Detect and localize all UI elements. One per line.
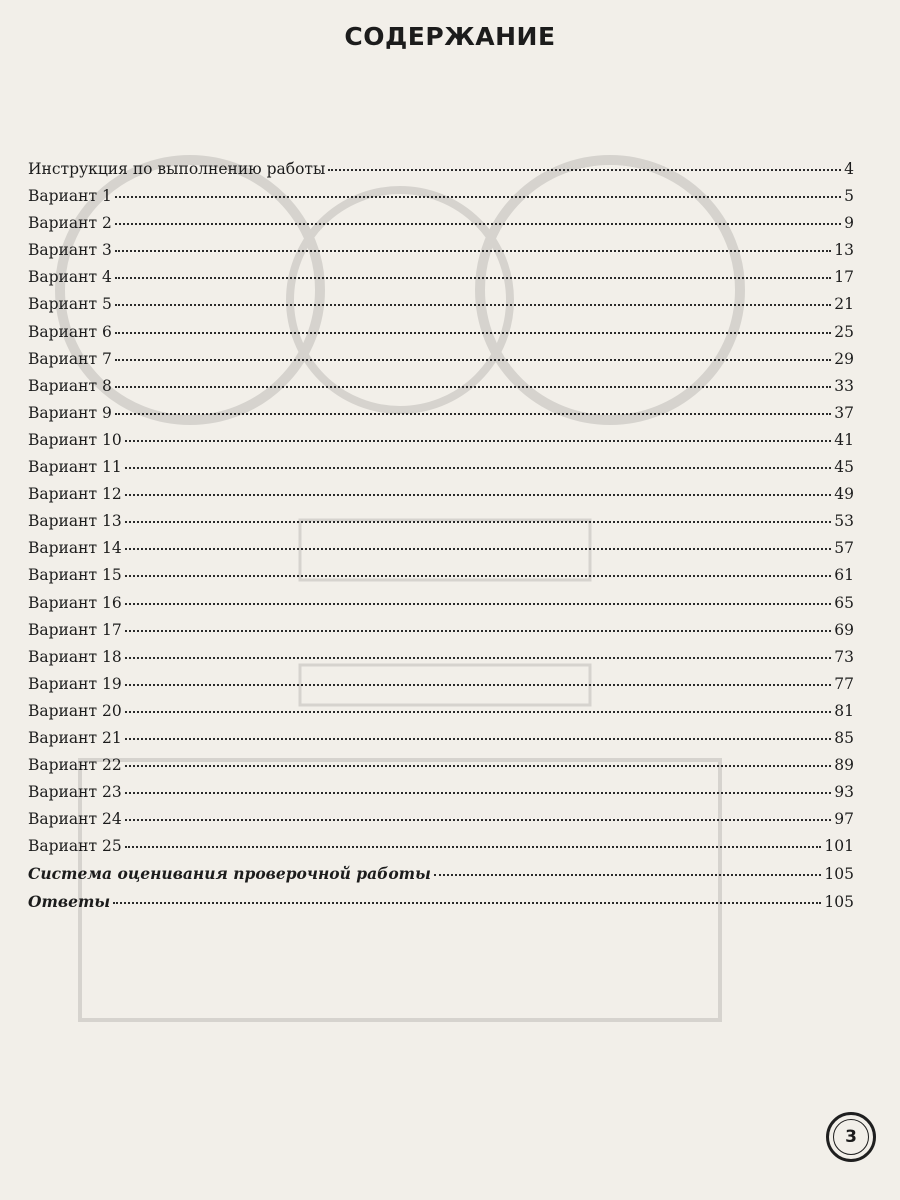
toc-entry-page: 21 <box>834 295 854 314</box>
dot-leader <box>125 440 832 442</box>
toc-entry-page: 33 <box>834 376 854 395</box>
dot-leader <box>125 846 822 848</box>
toc-entry-page: 53 <box>834 512 854 531</box>
dot-leader <box>115 386 831 388</box>
toc-entry-label: Вариант 6 <box>28 322 112 341</box>
toc-entry-page: 81 <box>834 701 854 720</box>
toc-entry-label: Вариант 24 <box>28 810 122 829</box>
toc-entry-label: Вариант 12 <box>28 485 122 504</box>
toc-entry[interactable] <box>28 675 854 702</box>
toc-entry-label: Вариант 9 <box>28 403 112 422</box>
toc-entry[interactable] <box>28 702 854 729</box>
toc-entry-label: Вариант 21 <box>28 728 122 747</box>
dot-leader <box>115 359 831 361</box>
toc-entry-page: 97 <box>834 810 854 829</box>
toc-entry-page: 4 <box>844 160 854 178</box>
toc-entry-page: 29 <box>834 349 854 368</box>
toc-entry-page: 5 <box>844 187 854 206</box>
dot-leader <box>115 277 831 279</box>
dot-leader <box>125 630 832 632</box>
toc-entry-page: 65 <box>834 593 854 612</box>
toc-entry[interactable] <box>28 539 854 566</box>
toc-entry[interactable] <box>28 621 854 648</box>
toc-entry-label: Вариант 15 <box>28 566 122 585</box>
toc-entry-page: 41 <box>834 430 854 449</box>
toc-entry-page: 57 <box>834 539 854 558</box>
toc-entry[interactable] <box>28 485 854 512</box>
toc-entry-label: Вариант 8 <box>28 376 112 395</box>
dot-leader <box>125 494 832 496</box>
dot-leader <box>125 738 832 740</box>
dot-leader <box>125 819 832 821</box>
dot-leader <box>125 467 832 469</box>
toc-entry[interactable] <box>28 648 854 675</box>
dot-leader <box>125 603 832 605</box>
page-number-badge <box>826 1112 876 1162</box>
dot-leader <box>115 413 831 415</box>
toc-entry[interactable] <box>28 729 854 756</box>
toc-entry-label: Вариант 10 <box>28 430 122 449</box>
toc-entry[interactable] <box>28 594 854 621</box>
toc-entry[interactable] <box>28 404 854 431</box>
dot-leader <box>125 765 832 767</box>
toc-entry-label: Вариант 5 <box>28 295 112 314</box>
toc-entry-label: Вариант 3 <box>28 241 112 260</box>
page-number: 3 <box>845 1127 857 1147</box>
toc-entry-page: 101 <box>824 837 854 856</box>
dot-leader <box>125 792 832 794</box>
toc-entry[interactable] <box>28 783 854 810</box>
toc-entry-page: 77 <box>834 674 854 693</box>
dot-leader <box>125 711 832 713</box>
toc-entry-page: 73 <box>834 647 854 666</box>
toc-entry[interactable] <box>28 187 854 214</box>
toc-entry-label: Вариант 23 <box>28 783 122 802</box>
toc-entry-label: Вариант 18 <box>28 647 122 666</box>
page-title: СОДЕРЖАНИЕ <box>344 22 556 51</box>
toc-entry[interactable] <box>28 512 854 539</box>
toc-entry-page: 61 <box>834 566 854 585</box>
dot-leader <box>434 874 822 876</box>
toc-entry[interactable] <box>28 241 854 268</box>
toc-entry-label: Вариант 17 <box>28 620 122 639</box>
toc-entry-label: Вариант 2 <box>28 214 112 233</box>
toc-entry[interactable] <box>28 268 854 295</box>
toc-entry-label: Вариант 14 <box>28 539 122 558</box>
toc-entry[interactable] <box>28 756 854 783</box>
toc-entry-label: Вариант 22 <box>28 756 122 775</box>
toc-entry[interactable] <box>28 810 854 837</box>
dot-leader <box>125 657 832 659</box>
toc-entry[interactable] <box>28 566 854 593</box>
dot-leader <box>115 332 831 334</box>
toc-entry[interactable] <box>28 458 854 485</box>
toc-entry-label: Вариант 25 <box>28 837 122 856</box>
toc-entry[interactable] <box>28 377 854 404</box>
toc-entry-page: 93 <box>834 783 854 802</box>
toc-entry-page: 105 <box>824 892 854 911</box>
toc-entry-page: 13 <box>834 241 854 260</box>
toc-entry-page: 69 <box>834 620 854 639</box>
toc-entry[interactable] <box>28 864 854 891</box>
dot-leader <box>115 196 841 198</box>
dot-leader <box>115 250 831 252</box>
toc-entry-page: 49 <box>834 485 854 504</box>
toc-entry[interactable] <box>28 350 854 377</box>
toc-entry-page: 89 <box>834 756 854 775</box>
toc-entry[interactable] <box>28 160 854 187</box>
toc-entry-label: Вариант 1 <box>28 187 112 206</box>
toc-entry-label: Вариант 13 <box>28 512 122 531</box>
dot-leader <box>113 902 821 904</box>
toc-entry-label: Инструкция по выполнению работы <box>28 160 326 178</box>
toc-entry[interactable] <box>28 214 854 241</box>
toc-entry-page: 85 <box>834 728 854 747</box>
toc-entry-label: Вариант 7 <box>28 349 112 368</box>
toc-entry-label: Вариант 20 <box>28 701 122 720</box>
toc-entry-label: Вариант 4 <box>28 268 112 287</box>
toc-entry-label: Вариант 19 <box>28 674 122 693</box>
toc-entry-page: 17 <box>834 268 854 287</box>
toc-entry-label: Ответы <box>28 891 111 911</box>
toc-entry[interactable] <box>28 892 854 919</box>
toc-entry-page: 105 <box>824 865 854 884</box>
toc-entry-label: Система оценивания проверочной работы <box>28 864 431 884</box>
toc-entry[interactable] <box>28 295 854 322</box>
toc-entry-page: 45 <box>834 458 854 477</box>
dot-leader <box>115 223 841 225</box>
toc-entry-label: Вариант 16 <box>28 593 122 612</box>
toc-entry-page: 9 <box>844 214 854 233</box>
toc-entry[interactable] <box>28 323 854 350</box>
dot-leader <box>125 575 832 577</box>
dot-leader <box>125 548 832 550</box>
dot-leader <box>125 684 832 686</box>
toc-entry[interactable] <box>28 837 854 864</box>
dot-leader <box>115 304 831 306</box>
toc-entry[interactable] <box>28 431 854 458</box>
table-of-contents <box>28 160 854 919</box>
toc-entry-label: Вариант 11 <box>28 458 122 477</box>
dot-leader <box>125 521 832 523</box>
dot-leader <box>328 169 841 171</box>
toc-entry-page: 25 <box>834 322 854 341</box>
toc-entry-page: 37 <box>834 403 854 422</box>
